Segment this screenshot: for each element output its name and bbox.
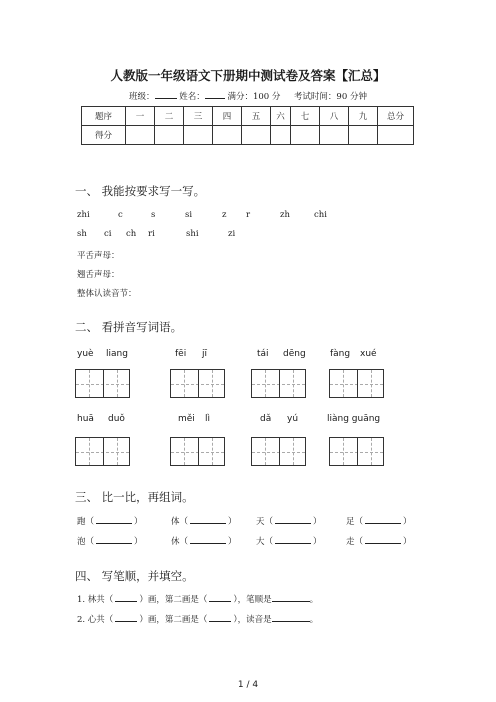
- table-cell: 六: [271, 107, 291, 126]
- pinyin-syllable: fàng: [330, 349, 351, 359]
- score-table: [81, 106, 414, 145]
- table-cell: 总分: [378, 107, 414, 126]
- table-cell: 得分: [82, 126, 126, 145]
- whole-syllables-label: 整体认读音节：: [77, 289, 137, 299]
- score-entry-cell[interactable]: [155, 126, 184, 145]
- compare-item[interactable]: 体（ ）: [171, 517, 237, 527]
- tianzige-writing-box[interactable]: [329, 437, 384, 466]
- score-entry-cell[interactable]: [271, 126, 291, 145]
- tianzige-writing-box[interactable]: [170, 369, 225, 398]
- score-table-header-row: [82, 107, 414, 126]
- compare-item[interactable]: 休（ ）: [171, 537, 237, 547]
- name-blank: [205, 90, 225, 99]
- pinyin-item: chi: [314, 210, 327, 220]
- table-cell: 一: [126, 107, 155, 126]
- compare-item[interactable]: 走（ ）: [346, 537, 412, 547]
- retroflex-initials-label: 翘舌声母：: [77, 270, 120, 280]
- pinyin-item: si: [185, 210, 193, 220]
- section-4-title: 四、 写笔顺，并填空。: [75, 569, 194, 583]
- class-label: 班级：: [129, 92, 155, 102]
- table-cell: 四: [213, 107, 242, 126]
- document-title: 人教版一年级语文下册期中测试卷及答案【汇总】: [110, 68, 386, 83]
- score-table-score-row: [82, 126, 414, 145]
- pinyin-item: sh: [77, 229, 87, 239]
- pinyin-item: zi: [228, 229, 236, 239]
- compare-item[interactable]: 足（ ）: [346, 517, 412, 527]
- name-label: 姓名：: [179, 92, 205, 102]
- section-2-title: 二、 看拼音写词语。: [75, 320, 183, 334]
- tianzige-writing-box[interactable]: [75, 437, 130, 466]
- pinyin-item: r: [246, 210, 251, 220]
- score-entry-cell[interactable]: [242, 126, 271, 145]
- score-entry-cell[interactable]: [126, 126, 155, 145]
- tianzige-writing-box[interactable]: [170, 437, 225, 466]
- section-1-title: 一、 我能按要求写一写。: [75, 184, 206, 198]
- table-cell: 三: [184, 107, 213, 126]
- pinyin-syllable: dǎ: [260, 414, 272, 424]
- table-cell: 二: [155, 107, 184, 126]
- class-blank: [155, 90, 177, 99]
- tianzige-writing-box[interactable]: [251, 437, 306, 466]
- score-entry-cell[interactable]: [184, 126, 213, 145]
- page-number: 1 / 4: [237, 680, 259, 690]
- pinyin-syllable: lì: [205, 414, 211, 424]
- pinyin-item: zhi: [77, 210, 90, 220]
- pinyin-item: c: [118, 210, 123, 220]
- stroke-question-2[interactable]: 2. 心共（ ）画，第二画是（ ），读音是 。: [77, 615, 319, 625]
- score-entry-cell[interactable]: [349, 126, 378, 145]
- pinyin-syllable: xué: [360, 349, 377, 359]
- tianzige-writing-box[interactable]: [251, 369, 306, 398]
- score-entry-cell[interactable]: [378, 126, 414, 145]
- stroke-question-1[interactable]: 1. 林共（ ）画，第二画是（ ），笔顺是 。: [77, 595, 319, 605]
- pinyin-syllable: yuè: [77, 349, 94, 359]
- compare-item[interactable]: 泡（ ）: [77, 537, 143, 547]
- pinyin-syllable: huā: [77, 414, 94, 424]
- score-entry-cell[interactable]: [291, 126, 320, 145]
- pinyin-syllable: jī: [202, 349, 208, 359]
- section-3-title: 三、 比一比，再组词。: [75, 490, 194, 504]
- compare-item[interactable]: 天（ ）: [256, 517, 322, 527]
- pinyin-syllable: tái: [257, 349, 269, 359]
- pinyin-item: s: [151, 210, 156, 220]
- pinyin-syllable: yú: [287, 414, 299, 424]
- flat-tongue-initials-label: 平舌声母：: [77, 251, 120, 261]
- pinyin-syllable: fēi: [175, 349, 187, 359]
- table-cell: 九: [349, 107, 378, 126]
- pinyin-item: shi: [186, 229, 199, 239]
- pinyin-item: ci: [104, 229, 112, 239]
- pinyin-syllable: liang: [106, 349, 128, 359]
- tianzige-writing-box[interactable]: [75, 369, 130, 398]
- pinyin-syllable: měi: [178, 414, 195, 424]
- table-cell: 七: [291, 107, 320, 126]
- exam-time: 考试时间：90 分钟: [293, 92, 367, 102]
- compare-item[interactable]: 大（ ）: [256, 537, 322, 547]
- pinyin-item: ri: [148, 229, 155, 239]
- table-cell: 五: [242, 107, 271, 126]
- full-score: 满分：100 分: [227, 92, 281, 102]
- pinyin-syllable: liàng guāng: [327, 414, 381, 424]
- pinyin-item: z: [222, 210, 227, 220]
- compare-item[interactable]: 跑（ ）: [77, 517, 143, 527]
- pinyin-syllable: dēng: [283, 349, 306, 359]
- tianzige-writing-box[interactable]: [329, 369, 384, 398]
- pinyin-syllable: duǒ: [108, 414, 125, 424]
- pinyin-item: ch: [126, 229, 137, 239]
- pinyin-item: zh: [280, 210, 290, 220]
- exam-info-line: [0, 90, 496, 102]
- table-cell: 八: [320, 107, 349, 126]
- score-entry-cell[interactable]: [320, 126, 349, 145]
- table-cell: 题序: [82, 107, 126, 126]
- score-entry-cell[interactable]: [213, 126, 242, 145]
